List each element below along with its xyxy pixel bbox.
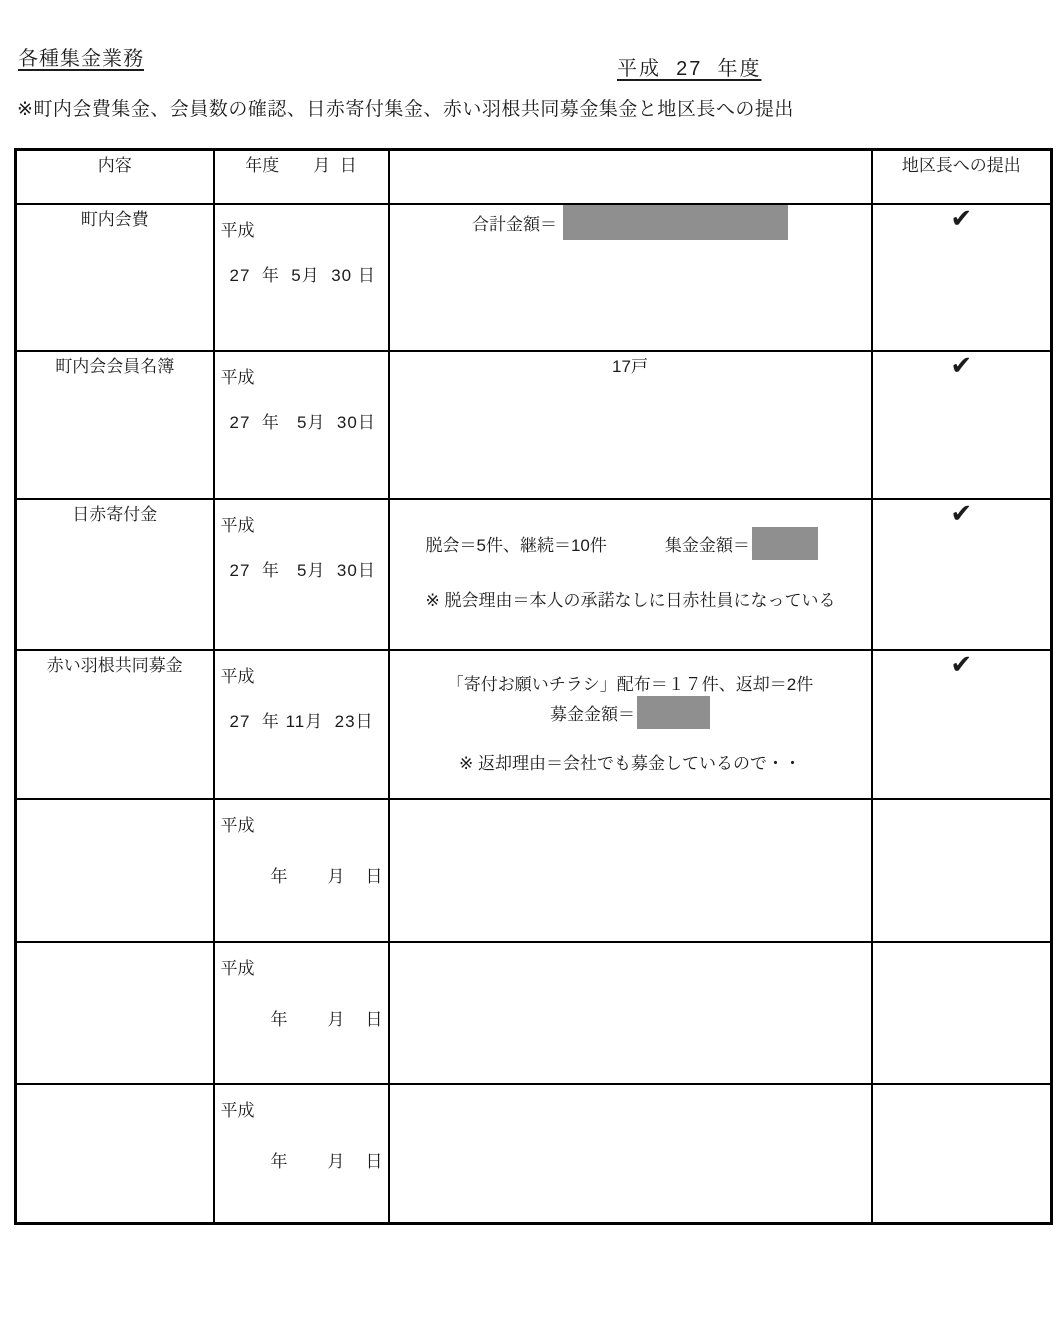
table-header-row: [16, 150, 1052, 204]
table-row: [16, 650, 1052, 799]
date-line: 年 月 日: [270, 1009, 385, 1029]
fiscal-year-heading: 平成 27 年度: [617, 58, 762, 80]
table-row: [16, 204, 1052, 351]
amount-label: 集金金額＝: [664, 535, 750, 555]
withdraw-reason-note: ※ 脱会理由＝本人の承諾なしに日赤社員になっている: [425, 590, 836, 610]
table-row-blank: [16, 942, 1052, 1084]
era-label: 平成: [220, 367, 255, 387]
row-date-cell: [214, 799, 389, 942]
check-icon: ✔: [950, 202, 973, 233]
header-details: [389, 150, 872, 204]
return-reason-note: ※ 返却理由＝会社でも募金しているので・・: [459, 753, 801, 773]
row-name: 町内会会員名簿: [16, 351, 214, 499]
redaction-box: [752, 527, 818, 560]
table-row: [16, 499, 1052, 650]
document-note: ※町内会費集金、会員数の確認、日赤寄付集金、赤い羽根共同募金集金と地区長への提出: [17, 99, 794, 120]
era-label: 平成: [220, 1100, 255, 1120]
redaction-box: [563, 205, 788, 240]
date-line: 27 年 11月 23日: [229, 711, 374, 731]
table-row: [16, 351, 1052, 499]
row-detail-cell: [389, 204, 872, 351]
amount-label: 募金金額＝: [550, 704, 635, 724]
check-icon: ✔: [950, 497, 973, 528]
header-submit: 地区長への提出: [872, 150, 1052, 204]
row-name: 町内会費: [16, 204, 214, 351]
household-count: 17戸: [612, 356, 648, 376]
check-icon: ✔: [950, 349, 973, 380]
row-detail-cell: [389, 351, 872, 499]
era-label: 平成: [220, 815, 255, 835]
era-label: 平成: [220, 220, 255, 240]
page-title: 各種集金業務: [18, 48, 144, 70]
row-date-cell: [214, 499, 389, 650]
row-detail-cell: [389, 799, 872, 942]
row-detail-cell: [389, 499, 872, 650]
submit-check-cell: [872, 351, 1052, 499]
collection-duties-table: [14, 148, 1053, 1225]
date-line: 27 年 5月 30日: [229, 412, 376, 432]
date-line: 年 月 日: [270, 1151, 385, 1171]
date-line: 27 年 5月 30日: [229, 560, 376, 580]
era-label: 平成: [220, 958, 255, 978]
row-date-cell: [214, 351, 389, 499]
flyer-counts: 「寄付お願いチラシ」配布＝１７件、返却＝2件: [446, 674, 814, 694]
row-name: 日赤寄付金: [16, 499, 214, 650]
withdraw-continue-counts: 脱会＝5件、継続＝10件: [425, 535, 607, 555]
date-line: 27 年 5月 30 日: [229, 265, 376, 285]
header-content: 内容: [16, 150, 214, 204]
row-detail-cell: [389, 650, 872, 799]
submit-check-cell: [872, 204, 1052, 351]
row-detail-cell: [389, 1084, 872, 1224]
era-label: 平成: [220, 515, 255, 535]
amount-label: 合計金額＝: [472, 214, 557, 234]
submit-check-cell: [872, 799, 1052, 942]
row-name: [16, 942, 214, 1084]
submit-check-cell: [872, 942, 1052, 1084]
check-icon: ✔: [950, 648, 973, 679]
date-line: 年 月 日: [270, 866, 385, 886]
row-name: [16, 1084, 214, 1224]
redaction-box: [637, 696, 710, 729]
header-date: 年度 月 日: [214, 150, 389, 204]
submit-check-cell: [872, 650, 1052, 799]
era-label: 平成: [220, 666, 255, 686]
row-name: [16, 799, 214, 942]
row-date-cell: [214, 204, 389, 351]
row-detail-cell: [389, 942, 872, 1084]
row-date-cell: [214, 1084, 389, 1224]
table-row-blank: [16, 1084, 1052, 1224]
row-date-cell: [214, 650, 389, 799]
row-name: 赤い羽根共同募金: [16, 650, 214, 799]
table-row-blank: [16, 799, 1052, 942]
row-date-cell: [214, 942, 389, 1084]
submit-check-cell: [872, 499, 1052, 650]
submit-check-cell: [872, 1084, 1052, 1224]
